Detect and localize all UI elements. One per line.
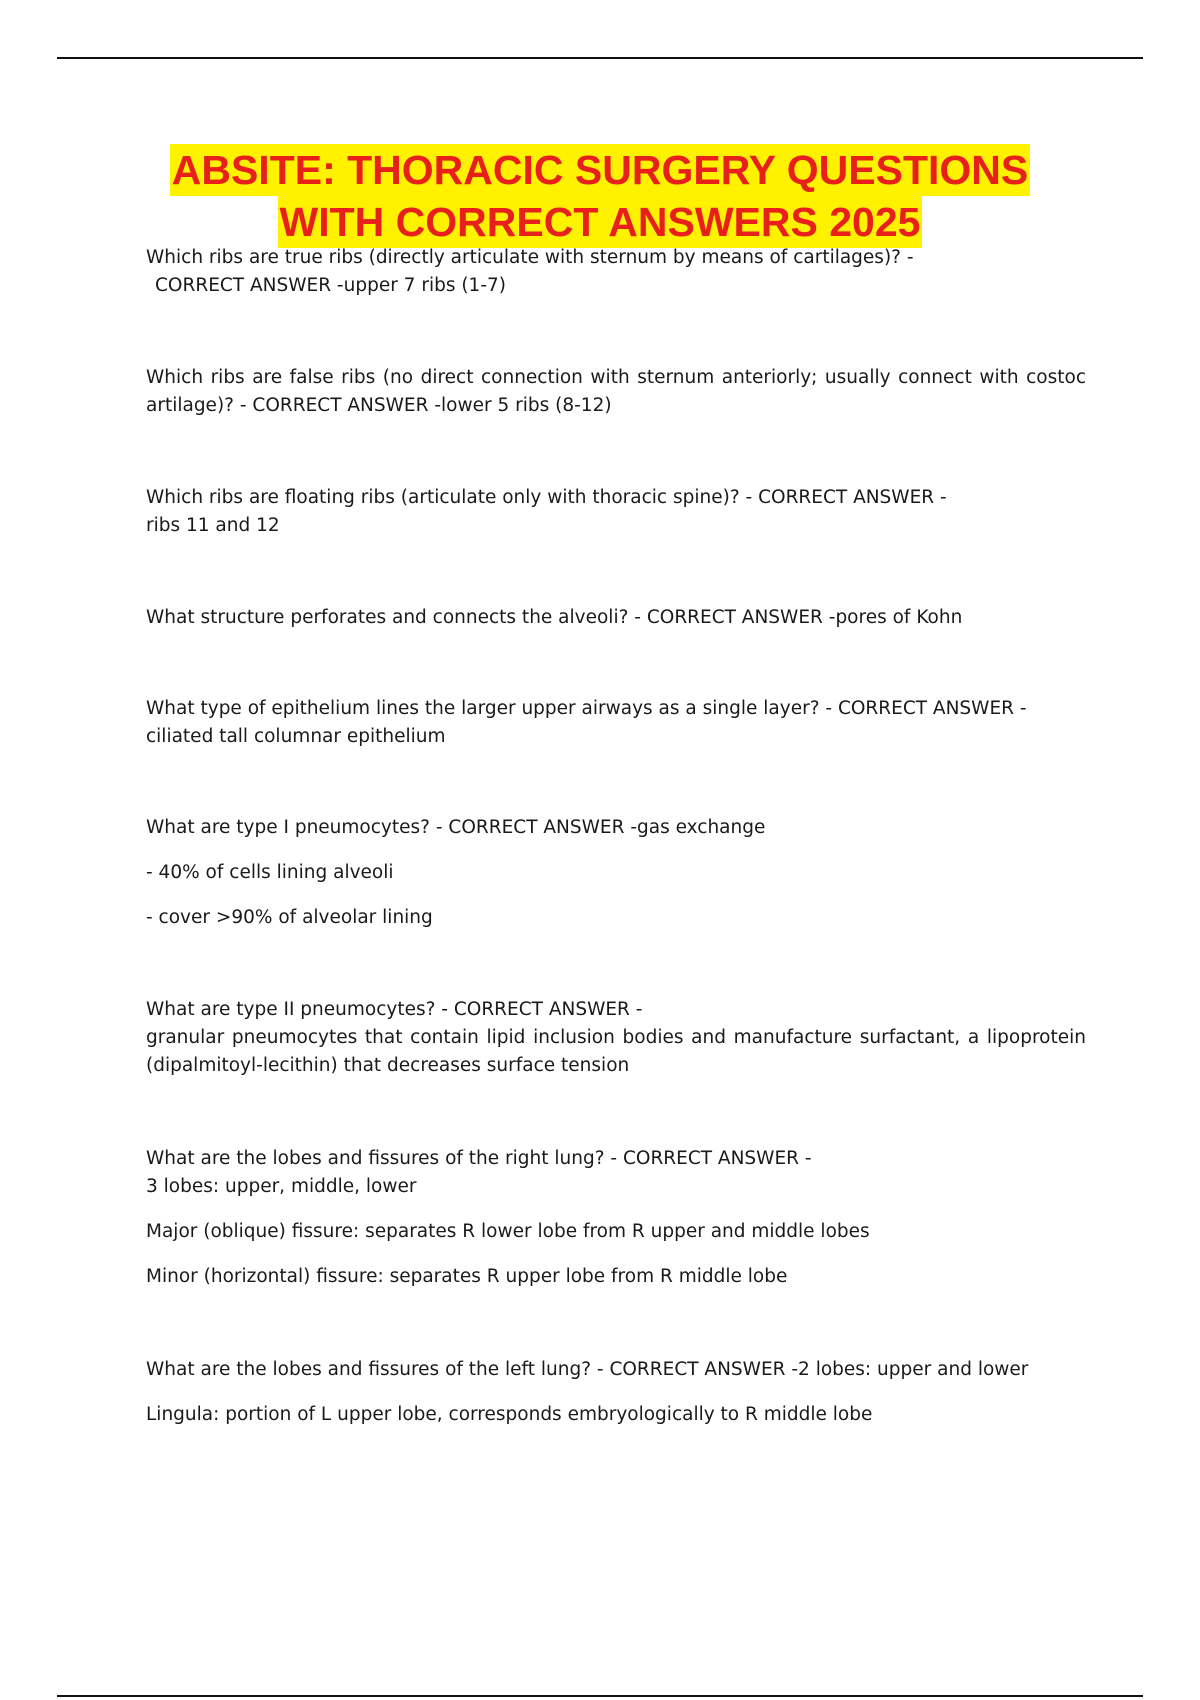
- question-answer: Which ribs are false ribs (no direct connection with sternum anteriorly; usually connect with costoc artilage)? - CORRECT ANSWER -lower 5 ribs (8-12): [146, 367, 1086, 416]
- qa-item-7: [146, 996, 1086, 1080]
- answer-detail: Lingula: portion of L upper lobe, corresponds embryologically to R middle lobe: [146, 1404, 873, 1425]
- qa-item-3: [146, 484, 947, 540]
- question-answer: What are type I pneumocytes? - CORRECT ANSWER -gas exchange: [146, 817, 766, 838]
- question: Which ribs are true ribs (directly articulate with sternum by means of cartilages)? -: [146, 247, 914, 268]
- answer-detail: Minor (horizontal) fissure: separates R upper lobe from R middle lobe: [146, 1266, 788, 1287]
- question: Which ribs are floating ribs (articulate only with thoracic spine)? - CORRECT ANSWER -: [146, 487, 947, 508]
- answer: ribs 11 and 12: [146, 515, 280, 536]
- qa-item-8: [146, 1145, 870, 1291]
- answer: CORRECT ANSWER -upper 7 ribs (1-7): [155, 275, 506, 296]
- answer-detail: - cover >90% of alveolar lining: [146, 907, 433, 928]
- question-answer: What are the lobes and fissures of the left lung? - CORRECT ANSWER -2 lobes: upper and lower: [146, 1359, 1029, 1380]
- bottom-rule: [57, 1695, 1143, 1697]
- answer: ciliated tall columnar epithelium: [146, 726, 446, 747]
- top-rule: [57, 57, 1143, 59]
- answer: 3 lobes: upper, middle, lower: [146, 1176, 417, 1197]
- question: What are the lobes and fissures of the right lung? - CORRECT ANSWER -: [146, 1148, 812, 1169]
- document-title: [60, 144, 1140, 248]
- title-line-1: ABSITE: THORACIC SURGERY QUESTIONS: [170, 144, 1031, 196]
- qa-item-4: [146, 604, 962, 632]
- qa-item-2: [146, 364, 1086, 420]
- qa-item-6: [146, 814, 765, 932]
- answer-detail: Major (oblique) fissure: separates R lower lobe from R upper and middle lobes: [146, 1221, 870, 1242]
- answer-detail: - 40% of cells lining alveoli: [146, 862, 394, 883]
- answer: granular pneumocytes that contain lipid inclusion bodies and manufacture surfactant, a lipoprotein (dipalmitoyl-lecithin) that decreases surface tension: [146, 1027, 1086, 1076]
- question: What type of epithelium lines the larger upper airways as a single layer? - CORRECT ANSWER -: [146, 698, 1027, 719]
- title-line-2: WITH CORRECT ANSWERS 2025: [278, 196, 923, 248]
- qa-item-9: [146, 1356, 1028, 1429]
- question-answer: What structure perforates and connects the alveoli? - CORRECT ANSWER -pores of Kohn: [146, 607, 963, 628]
- qa-item-1: [146, 244, 914, 300]
- qa-item-5: [146, 695, 1027, 751]
- question: What are type II pneumocytes? - CORRECT ANSWER -: [146, 999, 643, 1020]
